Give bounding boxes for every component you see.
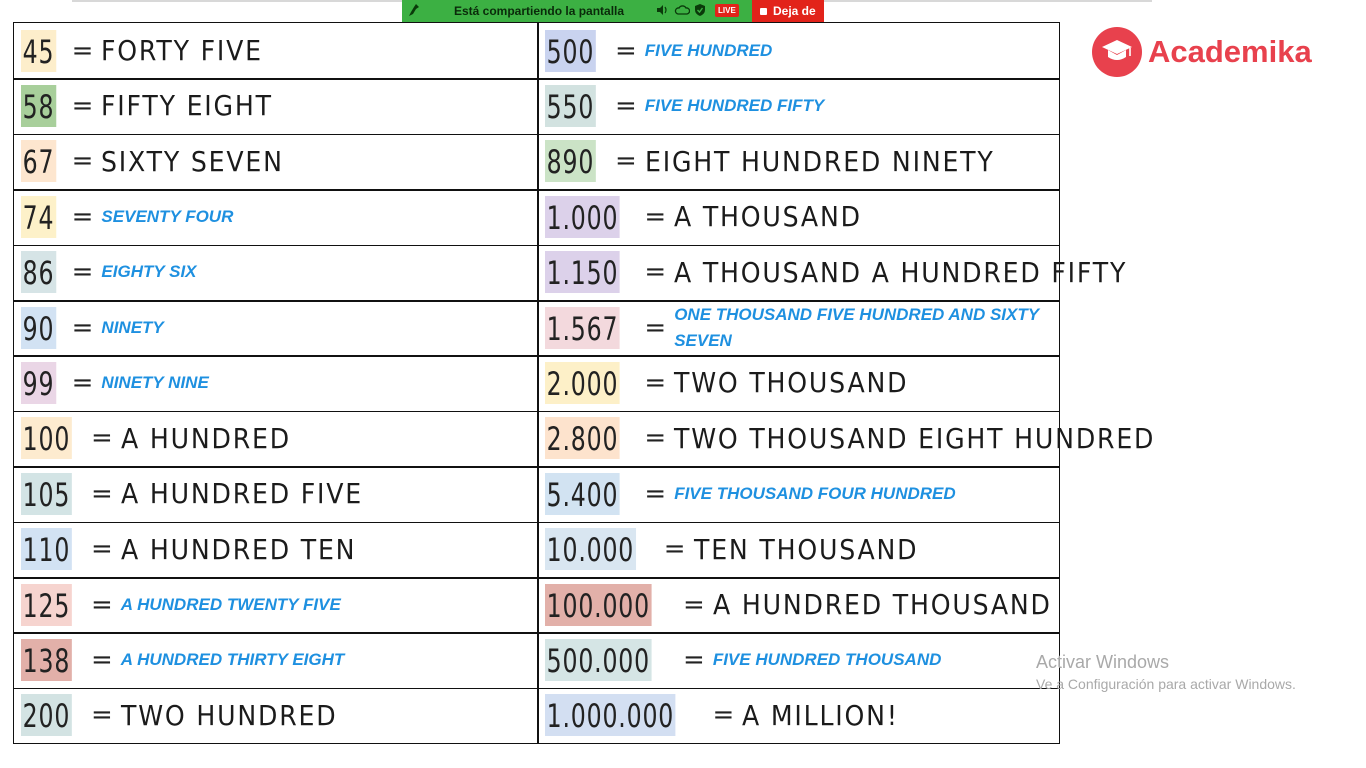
number-value: 138: [21, 639, 72, 681]
number-value: 1.150: [545, 251, 620, 293]
number-word: NINETY: [101, 317, 164, 337]
number-value: 2.000: [545, 362, 620, 404]
number-word: FIVE HUNDRED: [644, 40, 773, 60]
row-divider: [14, 411, 1059, 413]
number-value: 1.567: [545, 307, 620, 349]
number-value: 45: [21, 30, 56, 72]
number-value: 10.000: [545, 528, 636, 570]
number-word: A HUNDRED FIVE: [120, 477, 363, 511]
number-value: 1.000: [545, 196, 620, 238]
equals-sign: =: [71, 257, 94, 288]
number-word: FIVE HUNDRED THOUSAND: [712, 649, 942, 669]
number-word: EIGHTY SIX: [101, 262, 197, 282]
equals-sign: =: [71, 367, 94, 398]
left-number-cell: [14, 245, 537, 300]
row-divider: [14, 355, 1059, 357]
number-value: 500.000: [545, 639, 652, 681]
table-row: [14, 466, 1059, 521]
row-divider: [14, 300, 1059, 302]
equals-sign: =: [90, 478, 113, 509]
right-number-cell: [538, 411, 1156, 466]
row-divider: [14, 522, 1059, 524]
right-number-cell: [538, 355, 1060, 410]
share-icons: [655, 3, 739, 17]
row-divider: [14, 78, 1059, 80]
equals-sign: =: [614, 146, 637, 177]
number-value: 550: [545, 85, 596, 127]
number-value: 500: [545, 30, 596, 72]
number-value: 74: [21, 196, 56, 238]
right-number-cell: [538, 522, 1060, 577]
number-word: TWO THOUSAND EIGHT HUNDRED: [674, 421, 1156, 455]
number-word: A HUNDRED: [120, 421, 291, 455]
left-number-cell: [14, 189, 537, 244]
number-value: 100.000: [545, 584, 652, 626]
logo-text: Academika: [1148, 34, 1312, 69]
number-value: 67: [21, 140, 56, 182]
right-number-cell: [538, 134, 1060, 189]
right-number-cell: [538, 466, 1060, 521]
equals-sign: =: [614, 35, 637, 66]
right-number-cell: [538, 577, 1060, 632]
left-number-cell: [14, 23, 537, 78]
windows-activation-watermark: [1036, 652, 1296, 692]
graduation-cap-icon: [1092, 27, 1142, 77]
row-divider: [14, 245, 1059, 247]
number-word: TWO HUNDRED: [120, 698, 338, 732]
table-row: [14, 411, 1156, 466]
number-value: 99: [21, 362, 56, 404]
equals-sign: =: [90, 644, 113, 675]
number-value: 1.000.000: [545, 694, 676, 736]
number-word: TWO THOUSAND: [674, 366, 909, 400]
share-status-text: Está compartiendo la pantalla: [454, 4, 625, 18]
row-divider: [14, 189, 1059, 191]
right-number-cell: [538, 245, 1128, 300]
stop-icon: [760, 8, 767, 15]
equals-sign: =: [614, 90, 637, 121]
pin-icon[interactable]: [408, 3, 422, 17]
number-word: A THOUSAND: [674, 200, 863, 234]
equals-sign: =: [644, 478, 667, 509]
table-row: [14, 300, 1059, 355]
number-word: NINETY NINE: [101, 372, 209, 392]
number-value: 110: [21, 528, 72, 570]
row-divider: [14, 577, 1059, 579]
row-divider: [14, 134, 1059, 136]
table-row: [14, 632, 1059, 687]
number-word: A HUNDRED THIRTY EIGHT: [120, 649, 345, 669]
number-word: A HUNDRED THOUSAND: [712, 588, 1052, 621]
number-word: FIVE HUNDRED FIFTY: [644, 95, 825, 115]
table-row: [14, 688, 1059, 743]
left-number-cell: [14, 78, 537, 133]
left-number-cell: [14, 466, 537, 521]
stop-share-button[interactable]: [752, 0, 824, 22]
right-number-cell: [538, 23, 1060, 78]
left-number-cell: [14, 577, 537, 632]
equals-sign: =: [683, 589, 705, 620]
number-word: ONE THOUSAND FIVE HUNDRED AND SIXTY SEVEN: [674, 304, 1039, 350]
table-row: [14, 134, 1059, 189]
watermark-subtitle: Ve a Configuración para activar Windows.: [1036, 676, 1296, 692]
table-row: [14, 245, 1128, 300]
right-number-cell: [538, 300, 1060, 355]
equals-sign: =: [71, 201, 94, 232]
left-number-cell: [14, 688, 537, 743]
number-word: A MILLION!: [742, 698, 899, 732]
number-value: 100: [21, 417, 72, 459]
left-number-cell: [14, 300, 537, 355]
number-word: A HUNDRED TEN: [120, 532, 357, 566]
number-word: EIGHT HUNDRED NINETY: [644, 144, 995, 178]
equals-sign: =: [712, 700, 735, 731]
number-value: 105: [21, 473, 72, 515]
number-word: FORTY FIVE: [101, 34, 264, 67]
number-word: TEN THOUSAND: [693, 532, 918, 566]
equals-sign: =: [644, 423, 667, 454]
shield-icon[interactable]: [693, 3, 707, 17]
academika-logo: [1092, 27, 1312, 77]
equals-sign: =: [644, 312, 667, 343]
screen-share-bar: [402, 0, 824, 22]
equals-sign: =: [90, 700, 113, 731]
number-value: 58: [21, 85, 56, 127]
right-number-cell: [538, 688, 1060, 743]
table-row: [14, 189, 1059, 244]
row-divider: [14, 688, 1059, 690]
equals-sign: =: [644, 201, 667, 232]
table-row: [14, 577, 1059, 632]
number-word: FIVE THOUSAND FOUR HUNDRED: [674, 483, 956, 503]
watermark-title: Activar Windows: [1036, 652, 1170, 672]
left-number-cell: [14, 411, 537, 466]
equals-sign: =: [90, 534, 113, 565]
number-value: 86: [21, 251, 56, 293]
number-value: 5.400: [545, 473, 620, 515]
row-divider: [14, 466, 1059, 468]
equals-sign: =: [90, 589, 113, 620]
equals-sign: =: [644, 257, 667, 288]
row-divider: [14, 632, 1059, 634]
equals-sign: =: [71, 90, 94, 121]
right-number-cell: [538, 632, 1060, 687]
cloud-icon[interactable]: [674, 3, 688, 17]
equals-sign: =: [90, 423, 113, 454]
table-row: [14, 355, 1059, 410]
share-status-area[interactable]: [402, 0, 752, 22]
live-badge: LIVE: [715, 4, 739, 17]
equals-sign: =: [71, 35, 94, 66]
speaker-icon[interactable]: [655, 3, 669, 17]
left-number-cell: [14, 632, 537, 687]
number-value: 90: [21, 307, 56, 349]
number-value: 125: [21, 584, 72, 626]
number-value: 890: [545, 140, 596, 182]
number-value: 2.800: [545, 417, 620, 459]
number-value: 200: [21, 694, 72, 736]
right-number-cell: [538, 78, 1060, 133]
left-number-cell: [14, 134, 537, 189]
equals-sign: =: [71, 312, 94, 343]
table-row: [14, 23, 1059, 78]
table-row: [14, 522, 1059, 577]
number-word: SIXTY SEVEN: [101, 144, 285, 178]
number-word: A THOUSAND A HUNDRED FIFTY: [674, 255, 1128, 289]
table-row: [14, 78, 1059, 133]
stop-share-label: Deja de: [773, 4, 816, 18]
equals-sign: =: [663, 534, 686, 565]
equals-sign: =: [71, 146, 94, 177]
number-word: A HUNDRED TWENTY FIVE: [120, 594, 341, 614]
left-number-cell: [14, 355, 537, 410]
equals-sign: =: [683, 644, 705, 675]
left-number-cell: [14, 522, 537, 577]
equals-sign: =: [644, 367, 667, 398]
number-word: SEVENTY FOUR: [101, 206, 234, 226]
number-word: FIFTY EIGHT: [101, 89, 274, 123]
right-number-cell: [538, 189, 1060, 244]
